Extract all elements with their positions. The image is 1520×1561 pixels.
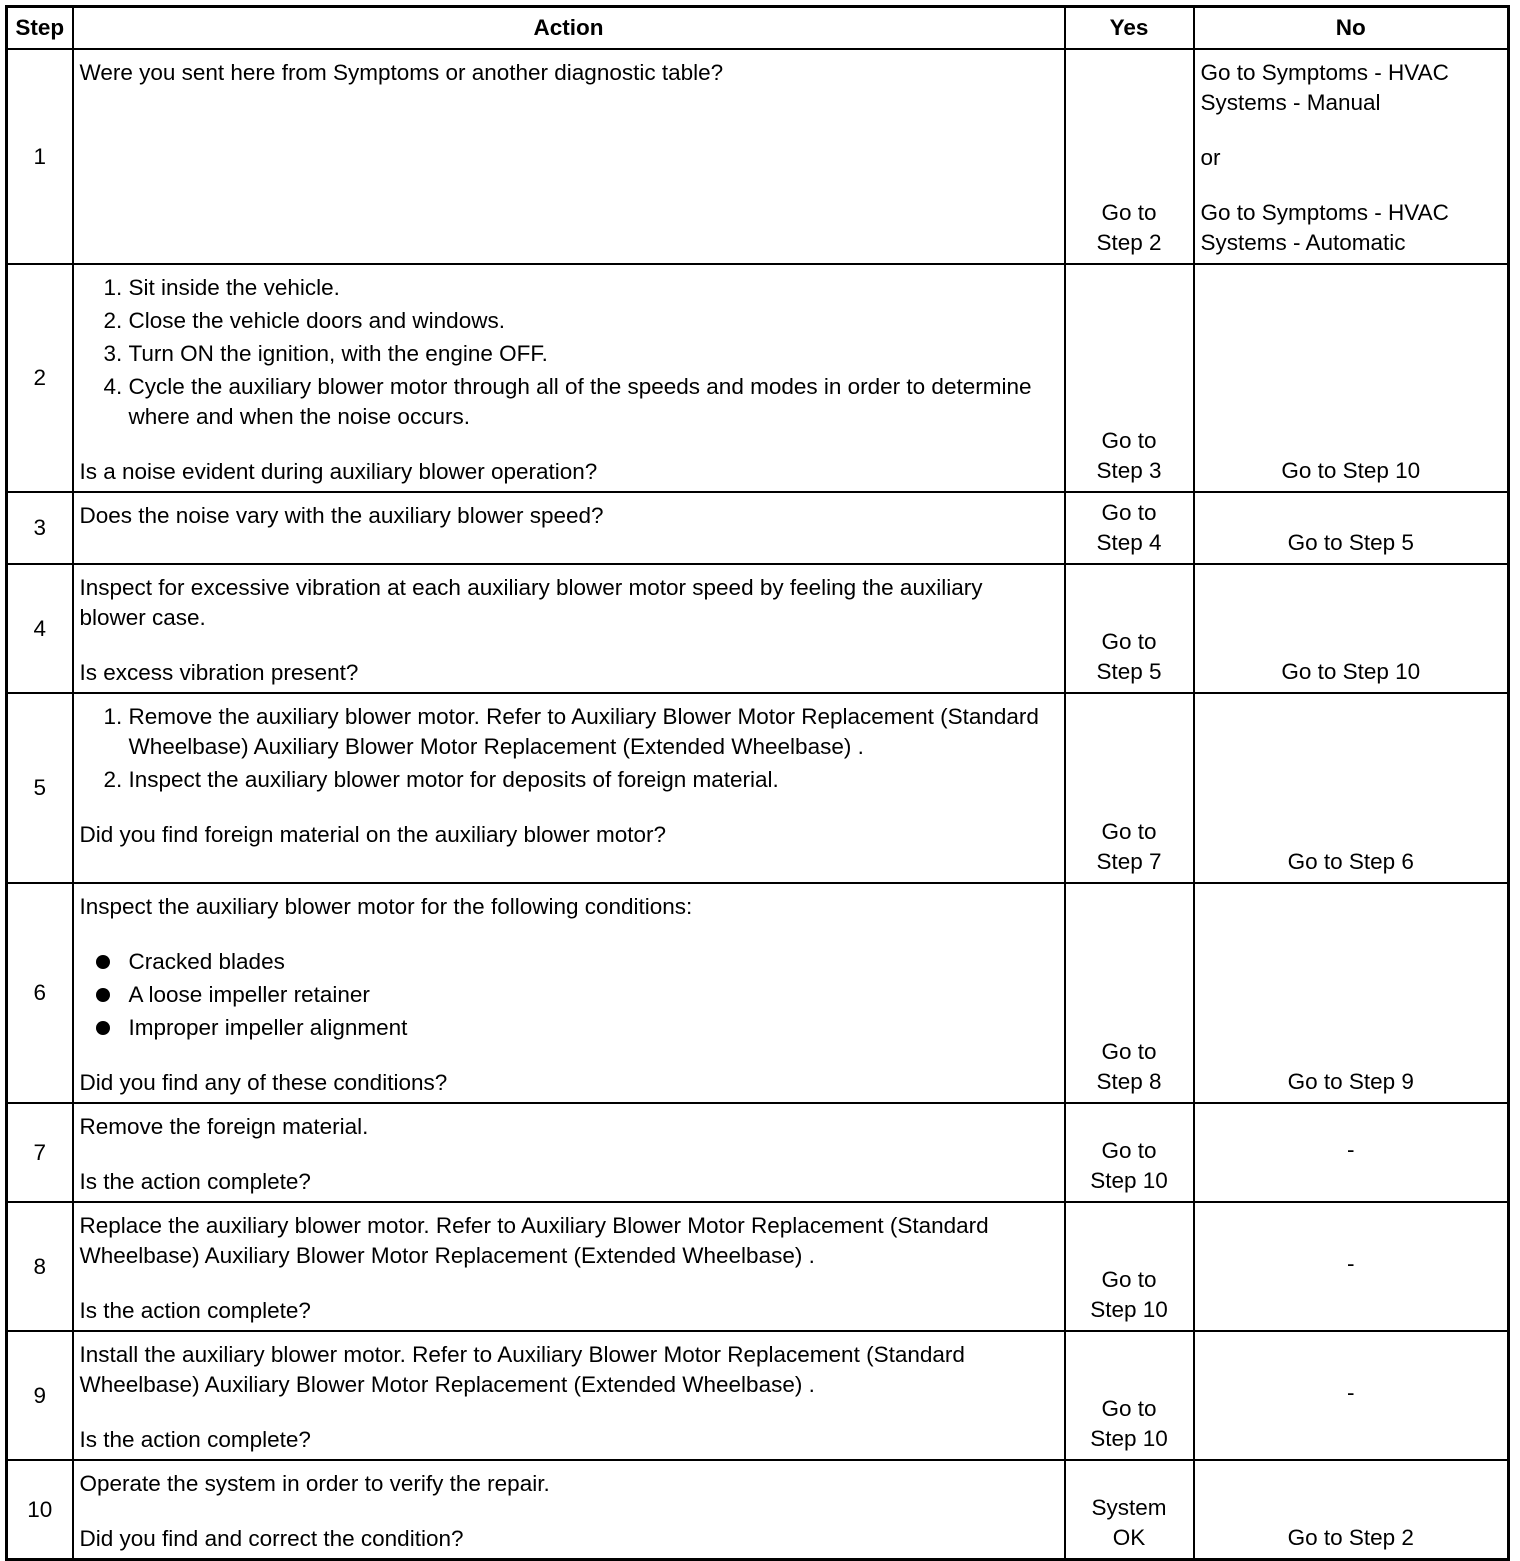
no-cell: Go to Step 10 [1194, 564, 1509, 693]
table-row [7, 492, 1509, 564]
yes-line: Go to [1101, 1138, 1157, 1163]
action-step-item: 1. Sit inside the vehicle. [129, 273, 1054, 303]
step-number: 3 [7, 492, 73, 564]
action-cell [73, 693, 1065, 883]
action-step-item: 2. Inspect the auxiliary blower motor for deposits of foreign material. [129, 765, 1054, 795]
yes-cell [1065, 492, 1194, 564]
step-number: 8 [7, 1202, 73, 1331]
yes-cell [1065, 564, 1194, 693]
no-line: Go to Symptoms - HVAC Systems - Automatic [1200, 200, 1449, 255]
table-row [7, 1202, 1509, 1331]
yes-cell [1065, 1103, 1194, 1202]
action-cell [73, 564, 1065, 693]
yes-cell [1065, 1460, 1194, 1560]
yes-line: Step 2 [1096, 230, 1162, 255]
yes-line: Go to [1101, 1267, 1157, 1292]
action-step-item: 1. Remove the auxiliary blower motor. Refer to Auxiliary Blower Motor Replacement (Standard Wheelbase) Auxiliary Blower Motor Replacement (Extended Wheelbase) . [129, 702, 1054, 762]
table-row [7, 49, 1509, 264]
step-number: 6 [7, 883, 73, 1103]
no-cell: - [1194, 1103, 1509, 1202]
no-cell [1194, 49, 1509, 264]
header-yes: Yes [1065, 7, 1194, 50]
condition-item [129, 1013, 1054, 1043]
action-cell [73, 1331, 1065, 1460]
no-cell: Go to Step 10 [1194, 264, 1509, 492]
action-question: Did you find any of these conditions? [79, 1070, 448, 1095]
step-number: 7 [7, 1103, 73, 1202]
step-number: 1 [7, 49, 73, 264]
action-question: Is the action complete? [79, 1427, 311, 1452]
yes-line: Step 10 [1090, 1168, 1168, 1193]
header-no: No [1194, 7, 1509, 50]
action-instruction: Operate the system in order to verify the repair. [79, 1471, 550, 1496]
yes-line: Step 7 [1096, 849, 1162, 874]
step-number: 4 [7, 564, 73, 693]
yes-line: Go to [1101, 1039, 1157, 1064]
yes-line: Step 8 [1096, 1069, 1162, 1094]
table-row [7, 564, 1509, 693]
condition-text: A loose impeller retainer [128, 982, 370, 1007]
yes-line: Step 3 [1096, 458, 1162, 483]
no-line: or [1200, 145, 1221, 170]
action-cell [73, 49, 1065, 264]
no-cell: - [1194, 1202, 1509, 1331]
yes-cell [1065, 49, 1194, 264]
action-instruction: Replace the auxiliary blower motor. Refer to Auxiliary Blower Motor Replacement (Standard Wheelbase) Auxiliary Blower Motor Replacement (Extended Wheelbase) . [79, 1213, 989, 1268]
action-question: Is the action complete? [79, 1169, 311, 1194]
step-number: 5 [7, 693, 73, 883]
action-cell [73, 1202, 1065, 1331]
action-step-item: 3. Turn ON the ignition, with the engine OFF. [129, 339, 1054, 369]
table-row [7, 1103, 1509, 1202]
condition-item [129, 947, 1054, 977]
header-step: Step [7, 7, 73, 50]
table-row [7, 264, 1509, 492]
yes-line: Go to [1101, 819, 1157, 844]
action-cell [73, 264, 1065, 492]
action-steps [80, 273, 1054, 432]
table-row [7, 1331, 1509, 1460]
header-action: Action [73, 7, 1065, 50]
action-instruction: Inspect for excessive vibration at each auxiliary blower motor speed by feeling the auxiliary blower case. [79, 575, 983, 630]
bullet-icon [96, 955, 110, 969]
yes-cell [1065, 693, 1194, 883]
diagnostic-table [5, 5, 1510, 1561]
step-number: 9 [7, 1331, 73, 1460]
yes-line: Go to [1101, 200, 1157, 225]
yes-line: Step 4 [1096, 530, 1162, 555]
step-number: 2 [7, 264, 73, 492]
yes-line: Go to [1101, 428, 1157, 453]
yes-line: Step 5 [1096, 659, 1162, 684]
yes-cell [1065, 1202, 1194, 1331]
condition-list [80, 947, 1054, 1043]
no-cell: Go to Step 5 [1194, 492, 1509, 564]
action-question: Does the noise vary with the auxiliary blower speed? [79, 503, 604, 528]
action-cell [73, 1460, 1065, 1560]
table-row [7, 883, 1509, 1103]
action-cell [73, 883, 1065, 1103]
condition-text: Cracked blades [128, 949, 285, 974]
table-row [7, 1460, 1509, 1560]
yes-cell [1065, 883, 1194, 1103]
action-cell [73, 492, 1065, 564]
action-question: Is a noise evident during auxiliary blower operation? [79, 459, 598, 484]
action-instruction: Install the auxiliary blower motor. Refer to Auxiliary Blower Motor Replacement (Standard Wheelbase) Auxiliary Blower Motor Replacement (Extended Wheelbase) . [79, 1342, 965, 1397]
yes-cell [1065, 1331, 1194, 1460]
action-question: Did you find foreign material on the auxiliary blower motor? [79, 822, 667, 847]
action-instruction: Inspect the auxiliary blower motor for the following conditions: [79, 894, 693, 919]
action-question: Is the action complete? [79, 1298, 311, 1323]
yes-line: Go to [1101, 500, 1157, 525]
yes-line: OK [1112, 1525, 1146, 1550]
action-question: Is excess vibration present? [79, 660, 359, 685]
action-instruction: Remove the foreign material. [79, 1114, 369, 1139]
yes-cell [1065, 264, 1194, 492]
action-step-item: 2. Close the vehicle doors and windows. [129, 306, 1054, 336]
no-cell: Go to Step 9 [1194, 883, 1509, 1103]
yes-line: Go to [1101, 629, 1157, 654]
no-line: Go to Symptoms - HVAC Systems - Manual [1200, 60, 1449, 115]
action-cell [73, 1103, 1065, 1202]
action-question: Were you sent here from Symptoms or another diagnostic table? [79, 60, 724, 85]
action-step-item: 4. Cycle the auxiliary blower motor through all of the speeds and modes in order to determine where and when the noise occurs. [129, 372, 1054, 432]
yes-line: Step 10 [1090, 1297, 1168, 1322]
bullet-icon [96, 988, 110, 1002]
bullet-icon [96, 1021, 110, 1035]
yes-line: Step 10 [1090, 1426, 1168, 1451]
table-row [7, 693, 1509, 883]
step-number: 10 [7, 1460, 73, 1560]
action-steps [80, 702, 1054, 795]
no-cell: Go to Step 2 [1194, 1460, 1509, 1560]
condition-text: Improper impeller alignment [128, 1015, 408, 1040]
no-cell: Go to Step 6 [1194, 693, 1509, 883]
condition-item [129, 980, 1054, 1010]
header-row [7, 7, 1509, 50]
action-question: Did you find and correct the condition? [79, 1526, 464, 1551]
yes-line: Go to [1101, 1396, 1157, 1421]
yes-line: System [1091, 1495, 1167, 1520]
no-cell: - [1194, 1331, 1509, 1460]
